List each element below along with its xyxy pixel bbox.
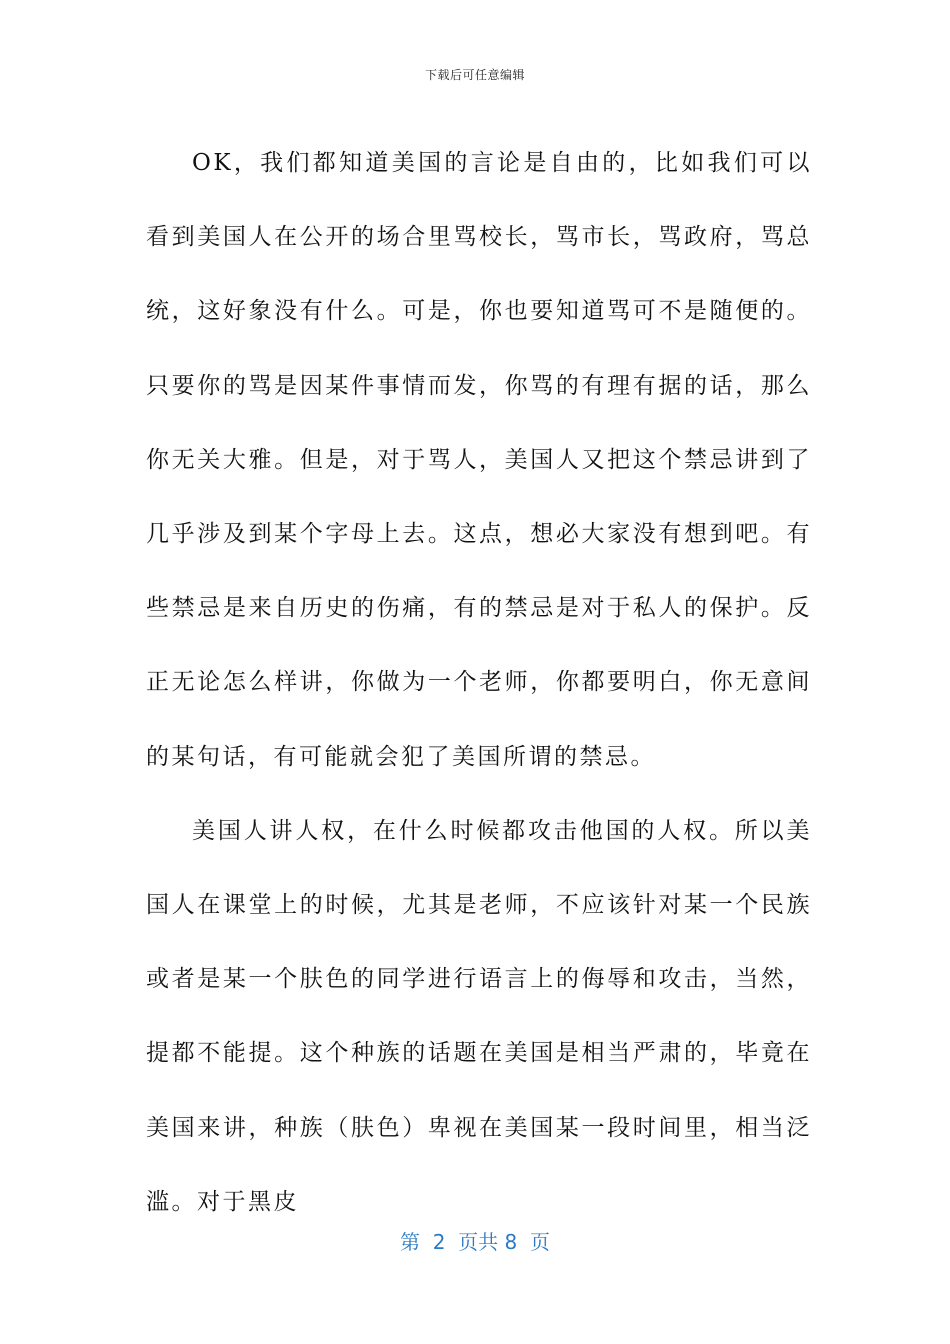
page-number-footer: 第 2 页共 8 页 xyxy=(400,1230,550,1254)
document-body xyxy=(146,126,812,1239)
page-header-note: 下载后可任意编辑 xyxy=(424,68,525,82)
paragraph-1: OK，我们都知道美国的言论是自由的，比如我们可以看到美国人在公开的场合里骂校长，骂市长，骂政府，骂总统，这好象没有什么。可是，你也要知道骂可不是随便的。只要你的骂是因某件事情而发，你骂的有理有据的话，那么你无关大雅。但是，对于骂人，美国人又把这个禁忌讲到了几乎涉及到某个字母上去。这点，想必大家没有想到吧。有些禁忌是来自历史的伤痛，有的禁忌是对于私人的保护。反正无论怎么样讲，你做为一个老师，你都要明白，你无意间的某句话，有可能就会犯了美国所谓的禁忌。 xyxy=(146,150,812,770)
paragraph-2: 美国人讲人权，在什么时候都攻击他国的人权。所以美国人在课堂上的时候，尤其是老师，不应该针对某一个民族或者是某一个肤色的同学进行语言上的侮辱和攻击，当然，提都不能提。这个种族的话题在美国是相当严肃的，毕竟在美国来讲，种族（肤色）卑视在美国某一段时间里，相当泛滥。对于黑皮 xyxy=(146,817,812,1215)
